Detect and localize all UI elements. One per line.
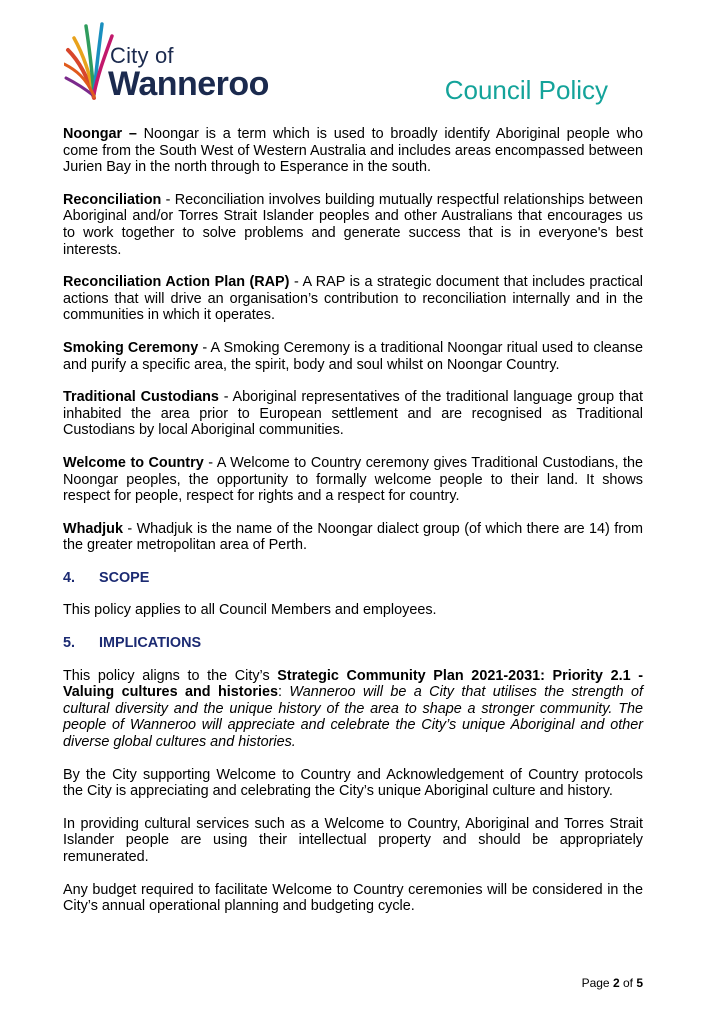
strategic-plan-reference: Strategic Community Plan 2021-2031: Priority 2.1 - Valuing cultures and histories — [63, 667, 643, 701]
section-title: SCOPE — [99, 569, 150, 586]
policy-content — [63, 126, 643, 931]
implications-paragraph-4: Any budget required to facilitate Welcome to Country ceremonies will be considered in the City’s annual operational planning and budgeting cycle. — [63, 881, 643, 915]
page-of: of — [619, 976, 637, 990]
definition-term: Reconciliation — [63, 191, 162, 208]
definition-text: - A RAP is a strategic document that includes practical actions that will drive an organisation’s contribution to reconciliation internally and in the communities in which it operates. — [63, 274, 643, 324]
document-type-title: Council Policy — [444, 75, 608, 105]
scope-text: This policy applies to all Council Members and employees. — [63, 602, 437, 619]
implications-colon: : — [277, 684, 290, 701]
definition-term: Welcome to Country — [63, 454, 204, 471]
implications-paragraph-2: By the City supporting Welcome to Country and Acknowledgement of Country protocols the City is appreciating and celebrating the City’s unique Aboriginal culture and history. — [63, 766, 643, 800]
definition-text: - A Welcome to Country ceremony gives Traditional Custodians, the Noongar peoples, the opportunity to formally welcome people to their land. It shows respect for people, respect for rights and a respect for country. — [63, 454, 643, 505]
implications-paragraph-3: In providing cultural services such as a Welcome to Country, Aboriginal and Torres Strait Islander people are using their intellectual property and should be appropriately remunerated. — [63, 815, 643, 865]
strategic-plan-quote: Wanneroo will be a City that utilises the strength of cultural diversity and the unique history of the area to shape a stronger community. The people of Wanneroo will appreciate and celebrate the City’s unique Aboriginal and other diverse global cultures and histories. — [63, 684, 644, 751]
definition-text: - A Smoking Ceremony is a traditional Noongar ritual used to cleanse and purify a specific area, the spirit, body and soul whilst on Noongar Country. — [63, 339, 643, 373]
definition-noongar — [63, 126, 643, 176]
city-of-wanneroo-logo — [64, 18, 304, 102]
implications-paragraph-1 — [63, 668, 643, 751]
page-number — [582, 976, 643, 990]
definition-text: - Whadjuk is the name of the Noongar dialect group (of which there are 14) from the greater metropolitan area of Perth. — [63, 520, 643, 554]
definition-smoking-ceremony — [63, 340, 643, 373]
definition-welcome-to-country — [63, 455, 643, 505]
page-label: Page — [581, 976, 613, 990]
page-total: 5 — [636, 976, 643, 990]
definition-term: Noongar – — [63, 126, 137, 142]
section-heading-scope — [63, 570, 643, 587]
section-number: 5. — [63, 635, 76, 652]
definition-term: Reconciliation Action Plan (RAP) — [63, 274, 290, 291]
definition-whadjuk — [63, 521, 643, 554]
section-heading-implications — [63, 635, 643, 652]
definition-text: - Aboriginal representatives of the traditional language group that inhabited the area prior to European settlement and are recognised as Traditional Custodians by local Aboriginal communities. — [63, 389, 643, 439]
definition-traditional-custodians — [63, 389, 643, 439]
implications-intro: This policy aligns to the City’s — [63, 667, 278, 684]
definition-term: Traditional Custodians — [63, 389, 219, 406]
definition-reconciliation — [63, 192, 643, 258]
section-title: IMPLICATIONS — [99, 635, 202, 652]
logo-text-city-of: City of — [110, 43, 174, 68]
logo-text-wanneroo: Wanneroo — [108, 65, 269, 103]
definition-rap — [63, 274, 643, 324]
definition-text: Noongar is a term which is used to broadly identify Aboriginal people who come from the South West of Western Australia and includes areas encompassed between Jurien Bay in the north through to Esperance in the south. — [63, 126, 644, 176]
page-header — [0, 0, 706, 120]
definition-term: Whadjuk — [63, 520, 123, 537]
definition-term: Smoking Ceremony — [63, 339, 199, 356]
definition-text: - Reconciliation involves building mutually respectful relationships between Aboriginal and/or Torres Strait Islander peoples and other Australians that encourages us to work together to solve problems and generate success that is in everyone's best interests. — [63, 191, 643, 258]
section-number: 4. — [63, 569, 76, 586]
page-current: 2 — [612, 976, 620, 990]
